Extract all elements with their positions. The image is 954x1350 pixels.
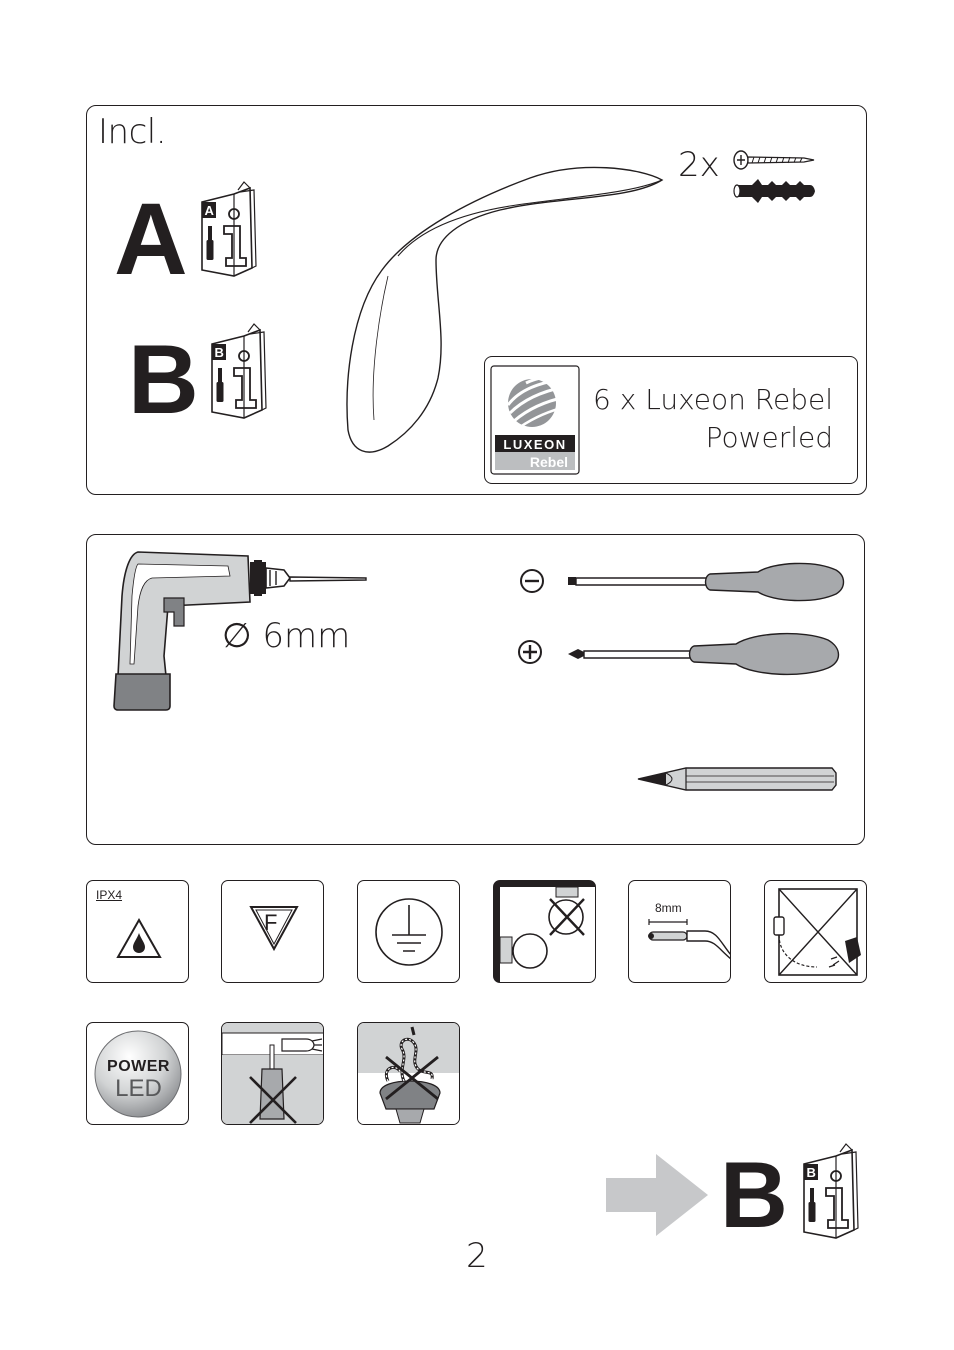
no-ceiling-mount-icon bbox=[500, 887, 596, 983]
minus-icon bbox=[518, 567, 546, 595]
ipx4-symbol bbox=[86, 880, 189, 983]
f-label: F bbox=[264, 910, 278, 935]
screw-quantity: 2x bbox=[678, 145, 720, 185]
luxeon-logo-sub: Rebel bbox=[529, 454, 568, 470]
no-drill-into-cable-symbol bbox=[221, 1022, 324, 1125]
earth-ground-symbol bbox=[357, 880, 460, 983]
class-ii-no-plug-symbol bbox=[764, 880, 867, 983]
power-led-symbol bbox=[86, 1022, 189, 1125]
power-led-top-text: POWER bbox=[107, 1058, 170, 1075]
no-drill-cable-icon bbox=[222, 1023, 324, 1125]
f-mark-symbol bbox=[221, 880, 324, 983]
see-manual-b-letter: B bbox=[720, 1142, 788, 1247]
svg-text:A: A bbox=[204, 203, 214, 218]
luxeon-led-description bbox=[593, 381, 833, 457]
wall-mount-only-symbol bbox=[493, 880, 596, 983]
ground-icon bbox=[372, 895, 446, 969]
arrow-right-icon bbox=[604, 1152, 710, 1238]
no-tangled-cable-icon bbox=[358, 1023, 460, 1125]
screw-icon bbox=[732, 148, 816, 172]
strip-length-label: 8mm bbox=[655, 901, 682, 915]
water-drop-triangle-icon bbox=[115, 917, 163, 961]
footer-manual-b-book-icon bbox=[800, 1142, 860, 1240]
wire-strip-symbol bbox=[628, 880, 731, 983]
svg-text:B: B bbox=[214, 345, 224, 360]
phillips-screwdriver-icon bbox=[564, 630, 842, 678]
manual-a-letter: A bbox=[114, 182, 188, 296]
luxeon-logo bbox=[490, 365, 580, 475]
manual-b-letter: B bbox=[128, 324, 199, 434]
no-cable-bundle-symbol bbox=[357, 1022, 460, 1125]
ipx4-label: IPX4 bbox=[96, 888, 123, 902]
included-heading: Incl. bbox=[98, 112, 167, 152]
page-number: 2 bbox=[466, 1236, 488, 1276]
led-line-1: 6 x Luxeon Rebel bbox=[593, 383, 833, 416]
svg-text:B: B bbox=[806, 1165, 816, 1180]
manual-a-book-icon bbox=[198, 180, 258, 278]
led-line-2: Powerled bbox=[705, 421, 833, 454]
stripped-wire-icon bbox=[645, 915, 731, 961]
pencil-icon bbox=[636, 764, 840, 794]
flat-screwdriver-icon bbox=[564, 560, 846, 604]
plus-icon bbox=[516, 638, 544, 666]
no-plug-icon bbox=[765, 881, 867, 983]
drill-bit-size: ∅ 6mm bbox=[222, 616, 351, 656]
power-led-bottom-text: LED bbox=[115, 1075, 162, 1102]
luxeon-logo-text: LUXEON bbox=[503, 437, 567, 452]
manual-b-book-icon bbox=[208, 322, 268, 420]
wall-plug-icon bbox=[732, 176, 816, 206]
